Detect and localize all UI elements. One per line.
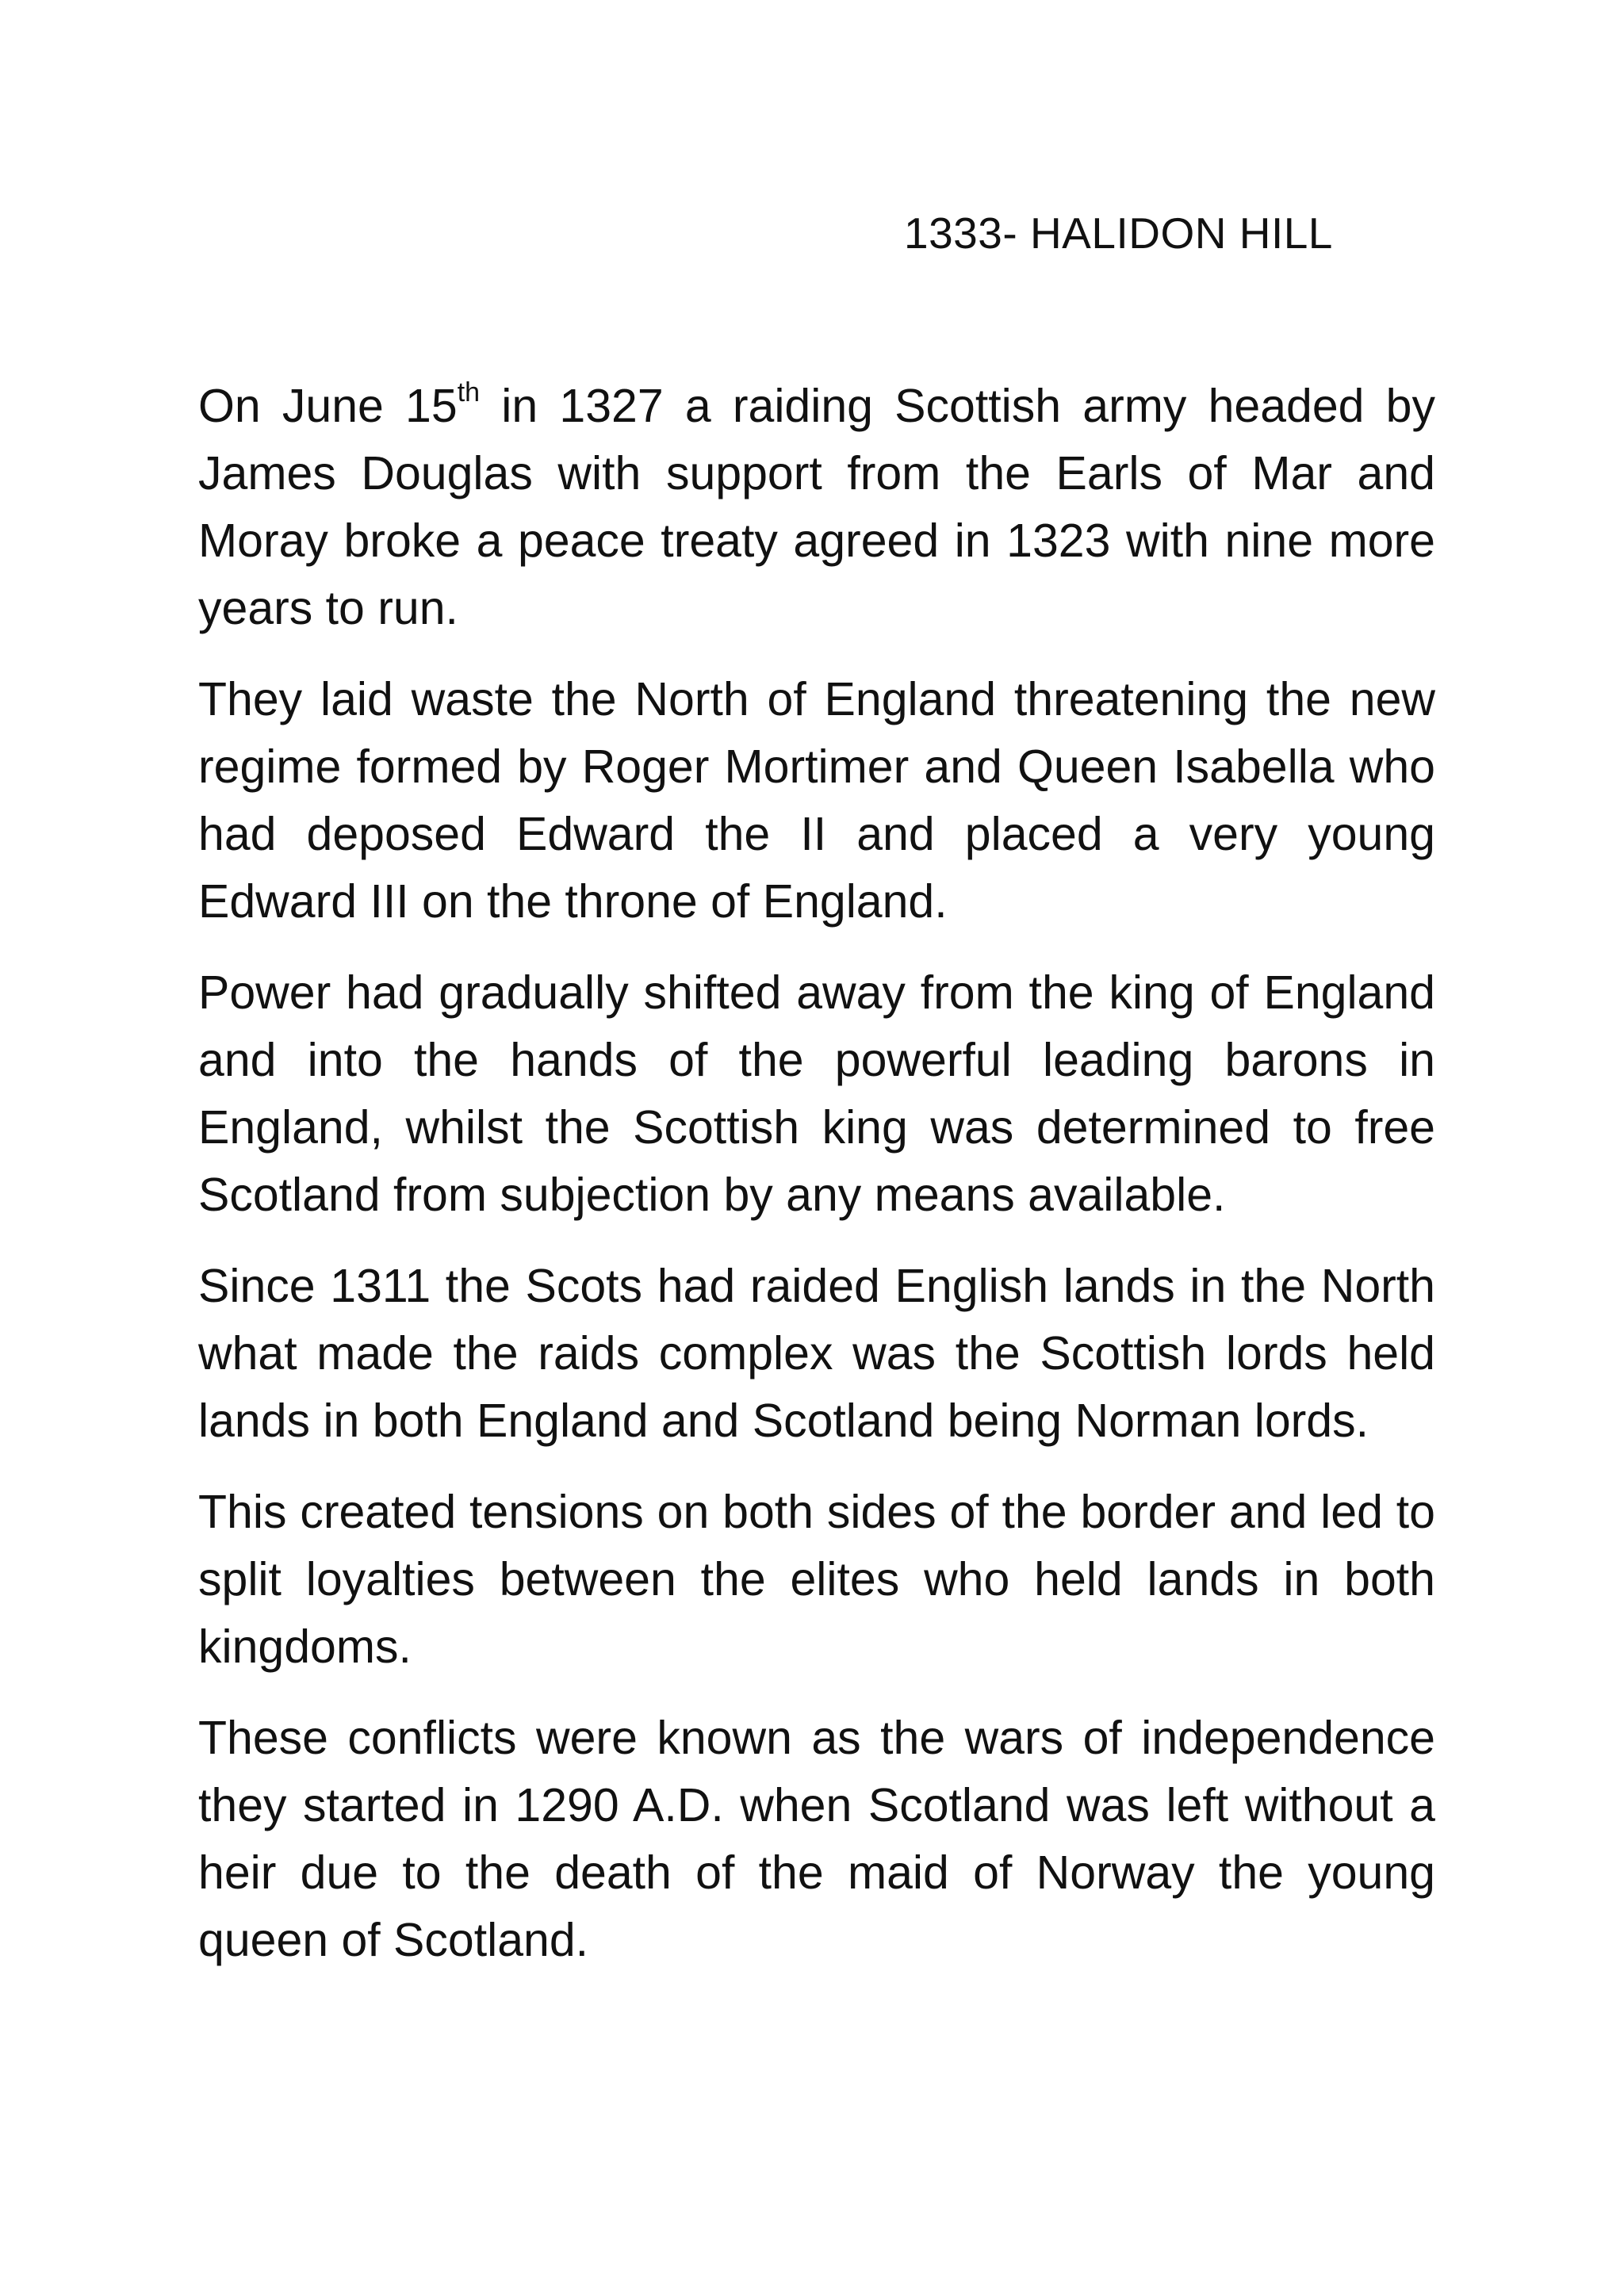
paragraph-1-rest: in 1327 a raiding Scottish army headed by James Douglas with support from the Earls of Mar and Moray broke a peace treaty agreed in 1323 with nine more years to run. bbox=[198, 380, 1435, 634]
body-text bbox=[198, 373, 1435, 1998]
paragraph-6: These conflicts were known as the wars of independence they started in 1290 A.D. when Scotland was left without a heir due to the death of the maid of Norway the young queen of Scotland. bbox=[198, 1712, 1435, 1966]
page-title: 1333- HALIDON HILL bbox=[904, 209, 1333, 258]
paragraph-1-start: On June 15 bbox=[198, 380, 458, 432]
paragraph-4: Since 1311 the Scots had raided English lands in the North what made the raids complex was the Scottish lords held lands in both England and Scotland being Norman lords. bbox=[198, 1260, 1435, 1447]
ordinal-suffix: th bbox=[457, 377, 481, 408]
paragraph-5: This created tensions on both sides of the border and led to split loyalties between the elites who held lands in both kingdoms. bbox=[198, 1486, 1435, 1673]
paragraph-1 bbox=[198, 373, 1435, 642]
paragraph-3: Power had gradually shifted away from the king of England and into the hands of the powerful leading barons in England, whilst the Scottish king was determined to free Scotland from subjection by any means available. bbox=[198, 966, 1435, 1221]
paragraph-2: They laid waste the North of England threatening the new regime formed by Roger Mortimer and Queen Isabella who had deposed Edward the II and placed a very young Edward III on the throne of England. bbox=[198, 673, 1435, 928]
